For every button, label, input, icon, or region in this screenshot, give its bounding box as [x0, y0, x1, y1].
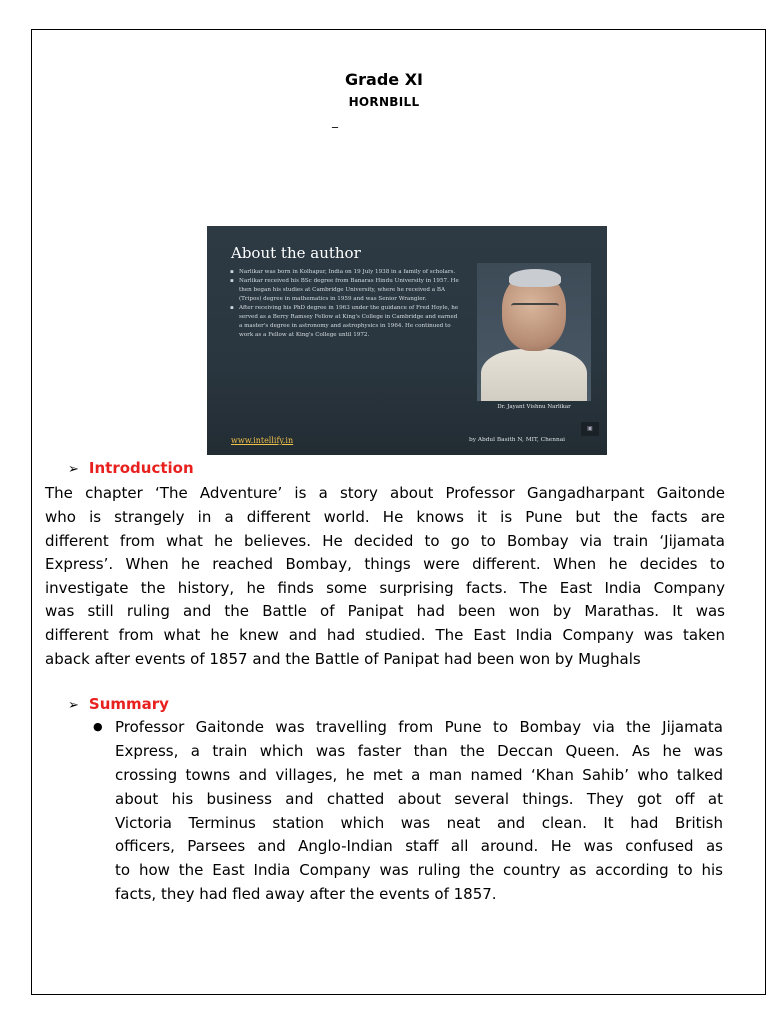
summary-heading	[68, 695, 169, 713]
intro-line: aback after events of 1857 and the Battle of Panipat had been won by Mughals	[45, 650, 641, 668]
book-title: HORNBILL	[348, 95, 420, 109]
summary-line: to how the East India Company was ruling the country as according to his	[115, 861, 723, 879]
introduction-heading	[68, 459, 194, 477]
slide-bullets	[229, 268, 461, 340]
slide-logo: www.intellify.in	[231, 436, 294, 445]
photo-glasses	[511, 303, 559, 317]
arrow-bullet-icon: ➢	[68, 462, 79, 477]
author-photo	[477, 263, 591, 401]
photo-hair	[509, 269, 561, 287]
introduction-heading-label: Introduction	[88, 459, 194, 477]
summary-line: Professor Gaitonde was travelling from Pune to Bombay via the Jijamata	[115, 718, 723, 736]
slide-credit: by Abdul Basith N, MIT, Chennai	[469, 437, 566, 443]
badge-icon: ▣	[581, 422, 599, 436]
summary-line: facts, they had fled away after the events of 1857.	[115, 885, 497, 903]
intro-line: who is strangely in a different world. He knows it is Pune but the facts are	[45, 508, 725, 526]
arrow-bullet-icon: ➢	[68, 698, 79, 713]
intro-line: different from what he believes. He decided to go to Bombay via train ‘Jijamata	[45, 532, 725, 550]
intro-line: investigate the history, he finds some surprising facts. The East India Company	[45, 579, 725, 597]
intro-line: was still ruling and the Battle of Panipat had been won by Marathas. It was	[45, 602, 725, 620]
author-slide-image	[207, 226, 607, 455]
summary-line: crossing towns and villages, he met a man named ‘Khan Sahib’ who talked	[115, 766, 723, 784]
photo-shirt	[481, 349, 587, 401]
slide-bullet: ▪ Narlikar was born in Kolhapur, India on 19 July 1938 in a family of scholars.	[239, 268, 461, 277]
summary-heading-label: Summary	[88, 695, 169, 713]
photo-caption: Dr. Jayant Vishnu Narlikar	[497, 404, 571, 410]
bullet-dot-icon: ●	[93, 720, 103, 733]
intro-line: The chapter ‘The Adventure’ is a story about Professor Gangadharpant Gaitonde	[45, 484, 725, 502]
slide-bullet: ▪ Narlikar received his BSc degree from Banaras Hindu University in 1957. He then began his studies at Cambridge University, where he received a BA (Tripos) degree in mathematics in 1959 and was Senior Wrangler.	[239, 277, 461, 304]
summary-line: Express, a train which was faster than the Deccan Queen. As he was	[115, 742, 723, 760]
intro-line: Express’. When he reached Bombay, things were different. When he decides to	[45, 555, 725, 573]
summary-line: officers, Parsees and Anglo-Indian staff all around. He was confused as	[115, 837, 723, 855]
summary-line: about his business and chatted about several things. They got off at	[115, 790, 723, 808]
dash-mark: _	[332, 114, 338, 128]
summary-line: Victoria Terminus station which was neat and clean. It had British	[115, 814, 723, 832]
grade-title: Grade XI	[345, 70, 423, 89]
slide-bullet: ▪ After receiving his PhD degree in 1963 under the guidance of Fred Hoyle, he served as a Berry Ramsey Fellow at King's College in Cambridge and earned a master's degree in astronomy and astrophysics in 1964. He continued to work as a Fellow at King's College until 1972.	[239, 304, 461, 340]
intro-line: different from what he knew and had studied. The East India Company was taken	[45, 626, 725, 644]
slide-title: About the author	[231, 244, 361, 262]
